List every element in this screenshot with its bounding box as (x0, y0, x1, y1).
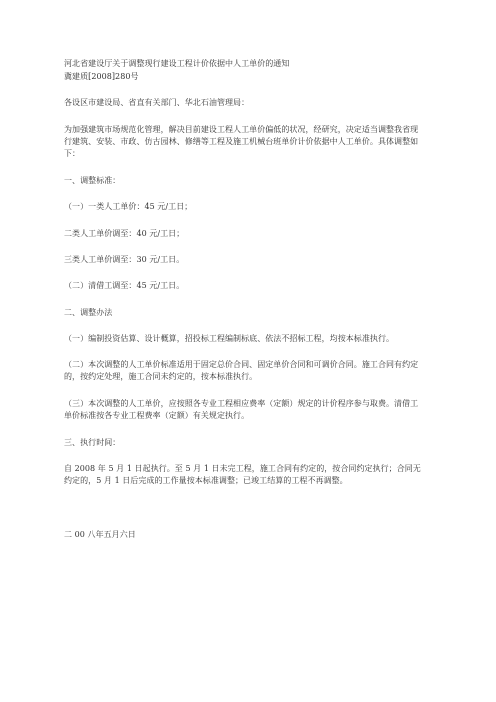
section-heading-execution: 三、执行时间： (64, 438, 121, 447)
document-date: 二 00 八年五月六日 (64, 530, 136, 539)
intro-paragraph: 为加强建筑市场规范化管理，解决目前建设工程人工单价偏低的状况，经研究，决定适当调整我省现行建筑、安装、市政、仿古园林、修缮等工程及施工机械台班单价计价依据中人工单价。具体调整如下： (64, 125, 419, 158)
standard-item-1: （一）一类人工单价：45 元/工日； (64, 202, 193, 211)
section-heading-methods: 二、调整办法 (64, 308, 113, 317)
document-title: 河北省建设厅关于调整现行建设工程计价依据中人工单价的通知 (64, 59, 290, 68)
standard-item-4: （二）清借工调至：45 元/工日。 (64, 281, 185, 290)
execution-paragraph: 自 2008 年 5 月 1 日起执行。至 5 月 1 日未完工程，施工合同有约定的，按合同约定执行；合同无约定的，5 月 1 日后完成的工作量按本标准调整；已竣工结算的工程不再调整。 (64, 464, 421, 485)
recipients: 各设区市建设局、省直有关部门、华北石油管理局： (64, 98, 250, 107)
method-item-3: （三）本次调整的人工单价，应按照各专业工程相应费率（定额）规定的计价程序参与取费。清借工单价标准按各专业工程费率（定额）有关规定执行。 (64, 399, 419, 420)
standard-item-3: 三类人工单价调至：30 元/工日。 (64, 255, 185, 264)
document-number: 冀建质[2008]280号 (64, 72, 139, 81)
method-item-2: （二）本次调整的人工单价标准适用于固定总价合同、固定单价合同和可调价合同。施工合同有约定的，按约定处理，施工合同未约定的，按本标准执行。 (64, 360, 419, 381)
section-heading-standards: 一、调整标准： (64, 176, 121, 185)
method-item-1: （一）编制投资估算、设计概算，招投标工程编制标底、依法不招标工程，均按本标准执行。 (64, 334, 395, 343)
standard-item-2: 二类人工单价调至：40 元/工日； (64, 229, 185, 238)
